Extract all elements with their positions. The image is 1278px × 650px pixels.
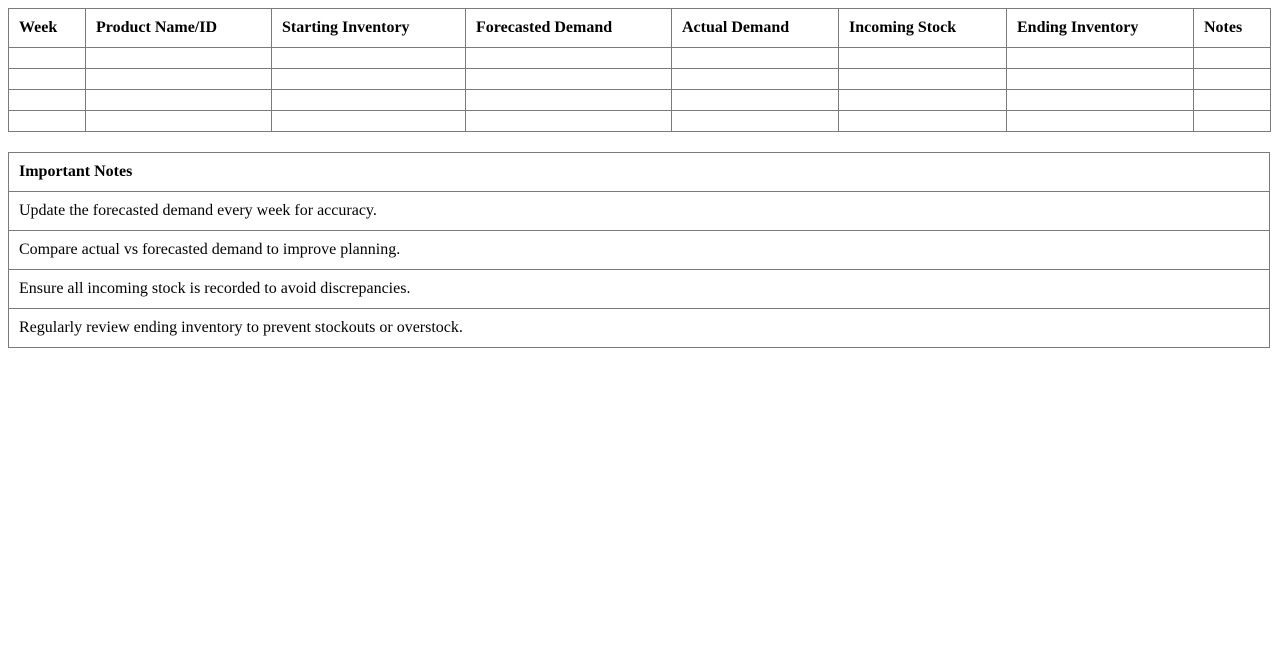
header-week: Week	[9, 9, 86, 48]
cell-product-name-id[interactable]	[86, 69, 272, 90]
cell-forecasted-demand[interactable]	[466, 111, 672, 132]
cell-incoming-stock[interactable]	[839, 48, 1007, 69]
cell-product-name-id[interactable]	[86, 90, 272, 111]
table-row	[9, 111, 1271, 132]
table-row	[9, 48, 1271, 69]
cell-starting-inventory[interactable]	[272, 69, 466, 90]
cell-notes[interactable]	[1194, 48, 1271, 69]
cell-starting-inventory[interactable]	[272, 48, 466, 69]
note-text: Compare actual vs forecasted demand to improve planning.	[9, 231, 1270, 270]
cell-week[interactable]	[9, 48, 86, 69]
notes-header-row	[9, 153, 1270, 192]
cell-product-name-id[interactable]	[86, 111, 272, 132]
cell-starting-inventory[interactable]	[272, 111, 466, 132]
header-ending-inventory: Ending Inventory	[1007, 9, 1194, 48]
list-item	[9, 231, 1270, 270]
cell-week[interactable]	[9, 69, 86, 90]
list-item	[9, 192, 1270, 231]
table-row	[9, 90, 1271, 111]
cell-starting-inventory[interactable]	[272, 90, 466, 111]
cell-week[interactable]	[9, 90, 86, 111]
header-incoming-stock: Incoming Stock	[839, 9, 1007, 48]
document	[8, 8, 1270, 348]
cell-forecasted-demand[interactable]	[466, 69, 672, 90]
cell-ending-inventory[interactable]	[1007, 48, 1194, 69]
cell-incoming-stock[interactable]	[839, 90, 1007, 111]
cell-notes[interactable]	[1194, 111, 1271, 132]
notes-title: Important Notes	[9, 153, 1270, 192]
list-item	[9, 309, 1270, 348]
cell-actual-demand[interactable]	[672, 69, 839, 90]
cell-incoming-stock[interactable]	[839, 111, 1007, 132]
cell-actual-demand[interactable]	[672, 90, 839, 111]
cell-actual-demand[interactable]	[672, 48, 839, 69]
header-product-name-id: Product Name/ID	[86, 9, 272, 48]
cell-forecasted-demand[interactable]	[466, 90, 672, 111]
cell-actual-demand[interactable]	[672, 111, 839, 132]
inventory-table	[8, 8, 1271, 132]
cell-ending-inventory[interactable]	[1007, 111, 1194, 132]
cell-incoming-stock[interactable]	[839, 69, 1007, 90]
table-row	[9, 69, 1271, 90]
header-actual-demand: Actual Demand	[672, 9, 839, 48]
cell-product-name-id[interactable]	[86, 48, 272, 69]
header-forecasted-demand: Forecasted Demand	[466, 9, 672, 48]
important-notes-table	[8, 152, 1270, 348]
note-text: Regularly review ending inventory to prevent stockouts or overstock.	[9, 309, 1270, 348]
note-text: Ensure all incoming stock is recorded to avoid discrepancies.	[9, 270, 1270, 309]
list-item	[9, 270, 1270, 309]
cell-forecasted-demand[interactable]	[466, 48, 672, 69]
cell-notes[interactable]	[1194, 90, 1271, 111]
header-starting-inventory: Starting Inventory	[272, 9, 466, 48]
inventory-header-row	[9, 9, 1271, 48]
cell-week[interactable]	[9, 111, 86, 132]
header-notes: Notes	[1194, 9, 1271, 48]
note-text: Update the forecasted demand every week for accuracy.	[9, 192, 1270, 231]
cell-ending-inventory[interactable]	[1007, 69, 1194, 90]
cell-ending-inventory[interactable]	[1007, 90, 1194, 111]
cell-notes[interactable]	[1194, 69, 1271, 90]
